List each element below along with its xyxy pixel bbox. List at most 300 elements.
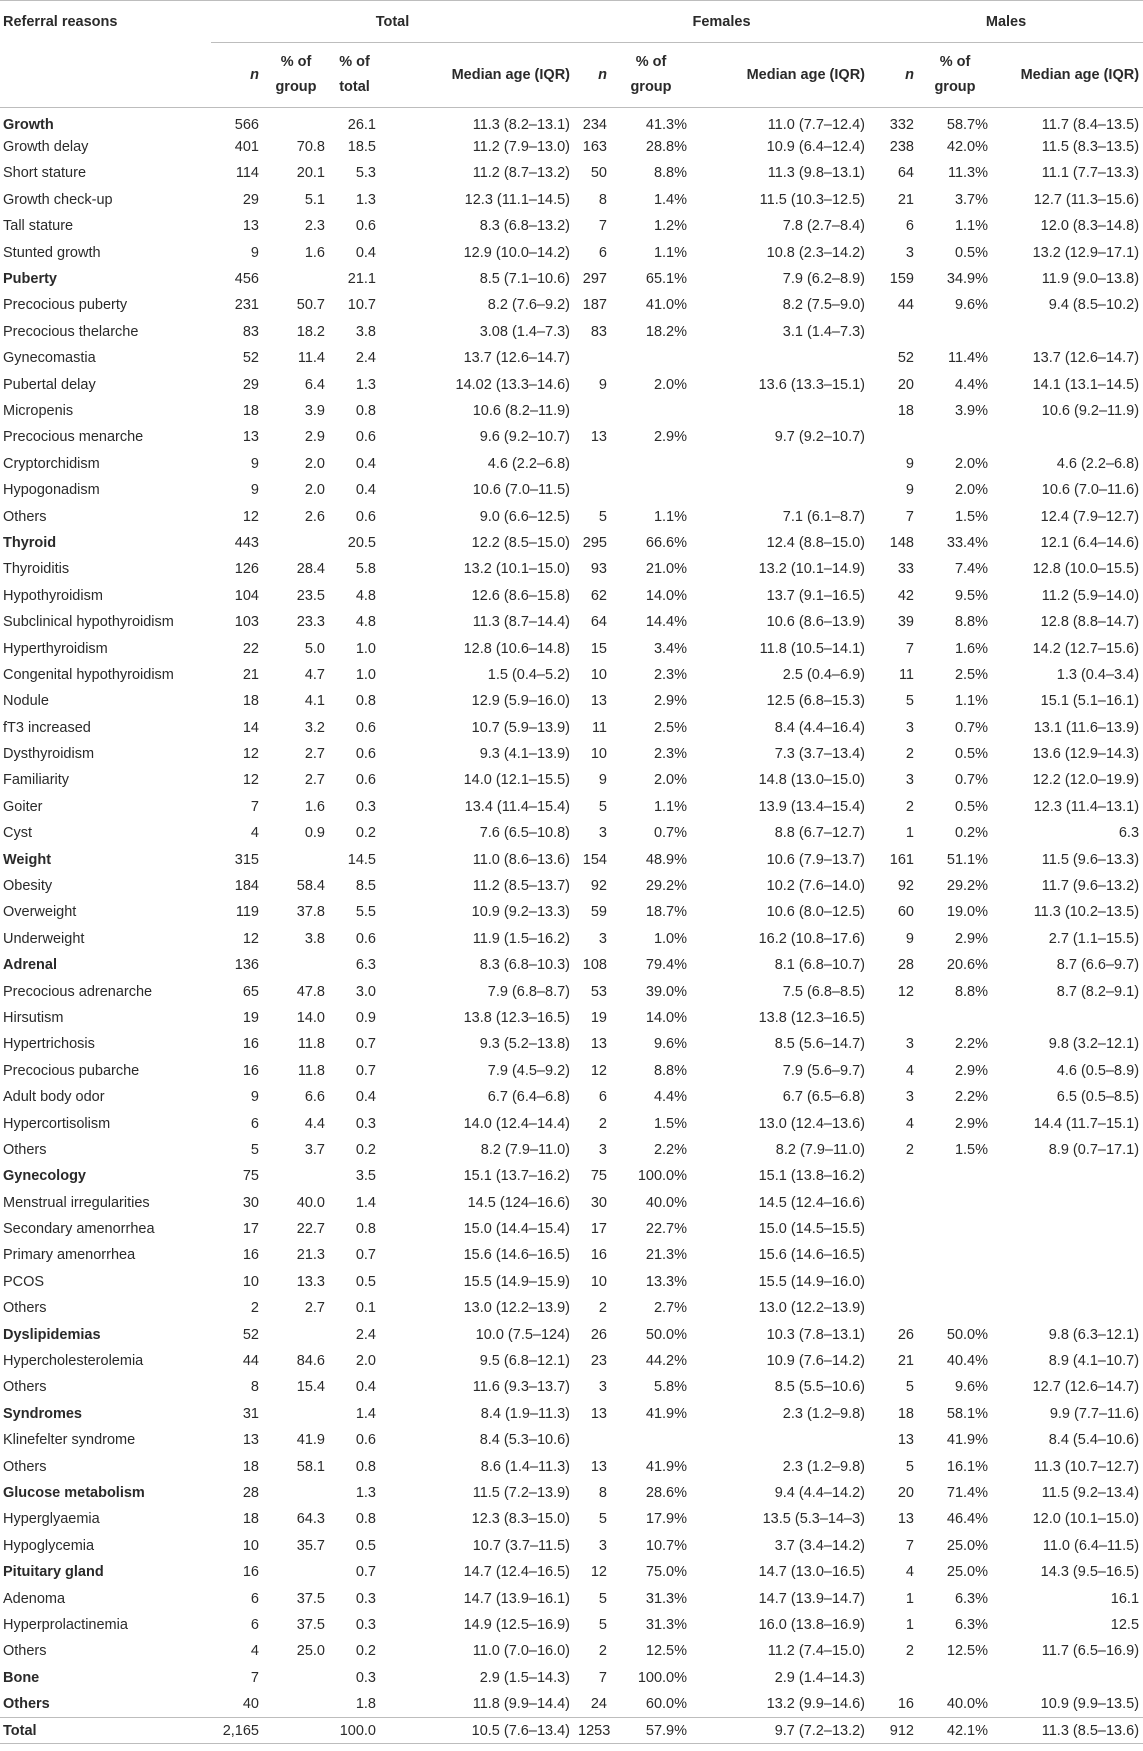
cell-females-pct-group [611, 1427, 691, 1453]
cell-males-pct-group: 3.9% [954, 402, 988, 419]
cell-total-pct-total: 1.8 [355, 1695, 376, 1712]
cell-females-n: 17 [590, 1221, 607, 1238]
cell-total-pct-group: 1.6 [304, 798, 325, 815]
cell-males-pct-group: 0.5% [954, 244, 988, 261]
cell-females-median: 9.7 (9.2–10.7) [774, 429, 865, 446]
cell-females-median: 15.5 (14.9–16.0) [758, 1273, 865, 1290]
table-row [0, 1374, 1143, 1400]
cell-total-n: 18 [242, 1511, 259, 1528]
table-row [0, 583, 1143, 609]
cell-males-median: 4.6 (0.5–8.9) [1056, 1062, 1140, 1079]
cell-total-pct-total: 0.6 [355, 930, 376, 947]
cell-total-pct-group: 6.6 [304, 1089, 325, 1106]
cell-reason: Micropenis [3, 402, 74, 419]
cell-total-n: 9 [250, 1089, 259, 1106]
cell-females-pct-group: 17.9% [645, 1511, 687, 1528]
cell-reason: Others [3, 1300, 47, 1317]
cell-reason: Gynecomastia [3, 350, 96, 367]
cell-males-n: 3 [905, 1036, 914, 1053]
cell-total-median: 11.8 (9.9–14.4) [472, 1695, 570, 1712]
cell-males-pct-group: 7.4% [954, 561, 988, 578]
cell-females-n [574, 345, 611, 371]
cell-females-n: 297 [582, 271, 607, 288]
cell-total-median: 10.0 (7.5–124) [475, 1326, 570, 1343]
cell-females-median: 13.6 (13.3–15.1) [758, 376, 865, 393]
cell-females-pct-group: 57.9% [645, 1722, 687, 1739]
cell-total-n: 315 [234, 851, 259, 868]
cell-total-median: 12.9 (5.9–16.0) [471, 693, 570, 710]
cell-females-n: 3 [598, 1537, 607, 1554]
cell-males-median [992, 319, 1143, 345]
cell-total-pct-group: 25.0 [296, 1643, 325, 1660]
cell-females-pct-group: 13.3% [645, 1273, 687, 1290]
cell-males-n: 42 [897, 587, 914, 604]
cell-males-n: 3 [905, 719, 914, 736]
cell-females-n: 62 [590, 587, 607, 604]
cell-females-n: 8 [598, 1485, 607, 1501]
cell-total-median: 10.7 (3.7–11.5) [472, 1537, 570, 1554]
table-body [0, 108, 1143, 1744]
cell-females-median: 13.5 (5.3–14–3) [762, 1511, 865, 1528]
cell-males-median: 8.7 (8.2–9.1) [1056, 983, 1140, 1000]
cell-males-n [869, 1005, 918, 1031]
cell-total-n: 136 [234, 957, 259, 974]
cell-females-median: 13.0 (12.2–13.9) [758, 1300, 865, 1317]
cell-reason: Hyperprolactinemia [3, 1616, 128, 1633]
cell-females-pct-group: 41.3% [645, 117, 687, 134]
cell-males-n: 159 [889, 271, 914, 288]
header-total-n: n [211, 43, 263, 108]
cell-total-n: 12 [242, 508, 259, 525]
cell-males-median: 12.3 (11.4–13.1) [1033, 798, 1140, 815]
cell-females-n: 3 [598, 1141, 607, 1158]
category-row [0, 846, 1143, 872]
cell-males-median: 2.7 (1.1–15.5) [1048, 930, 1140, 947]
cell-females-pct-group: 1.5% [653, 1115, 687, 1132]
cell-total-pct-group: 4.1 [304, 693, 325, 710]
cell-reason: Growth delay [3, 139, 89, 156]
cell-males-median: 14.1 (13.1–14.5) [1032, 376, 1140, 393]
cell-females-median: 15.0 (14.5–15.5) [758, 1221, 865, 1238]
cell-females-median: 11.2 (7.4–15.0) [767, 1643, 865, 1660]
cell-total-median: 11.0 (8.6–13.6) [472, 851, 570, 868]
cell-females-pct-group: 1.4% [653, 191, 687, 208]
table-row [0, 345, 1143, 371]
cell-females-pct-group [611, 398, 691, 424]
cell-total-pct-group: 3.8 [304, 930, 325, 947]
cell-total-median: 15.5 (14.9–15.9) [463, 1273, 570, 1290]
cell-males-median: 6.3 [1118, 825, 1140, 842]
cell-total-median: 14.9 (12.5–16.9) [463, 1616, 570, 1633]
table-row [0, 873, 1143, 899]
cell-females-pct-group: 21.0% [645, 561, 687, 578]
cell-females-median: 10.6 (8.0–12.5) [766, 904, 865, 921]
cell-females-n: 15 [590, 640, 607, 657]
cell-males-pct-group: 2.0% [954, 482, 988, 499]
cell-females-n: 3 [598, 930, 607, 947]
cell-total-pct-total: 2.0 [355, 1353, 376, 1370]
cell-males-n: 148 [889, 534, 914, 551]
cell-males-median: 11.5 (8.3–13.5) [1041, 139, 1140, 156]
cell-males-pct-group [918, 1216, 992, 1242]
cell-males-n: 18 [897, 402, 914, 419]
cell-reason: Hypertrichosis [3, 1036, 95, 1053]
cell-reason: Adenoma [3, 1590, 66, 1607]
cell-reason: Goiter [3, 798, 43, 815]
cell-males-median: 8.9 (0.7–17.1) [1048, 1141, 1140, 1158]
cell-males-pct-group: 40.0% [946, 1695, 988, 1712]
cell-males-n: 5 [905, 693, 914, 710]
cell-females-n: 3 [598, 1379, 607, 1396]
cell-males-n: 52 [897, 350, 914, 367]
cell-reason: Underweight [3, 930, 85, 947]
cell-females-median: 2.3 (1.2–9.8) [782, 1405, 865, 1422]
cell-total-median: 11.5 (7.2–13.9) [472, 1485, 570, 1501]
cell-males-pct-group: 0.5% [954, 746, 988, 763]
cell-males-median [992, 1163, 1143, 1189]
cell-males-pct-group: 46.4% [946, 1511, 988, 1528]
cell-males-median: 11.7 (6.5–16.9) [1041, 1643, 1140, 1660]
cell-total-n: 7 [250, 1669, 259, 1686]
cell-total-pct-total: 5.8 [355, 561, 376, 578]
table-row [0, 160, 1143, 186]
cell-females-pct-group: 2.5% [653, 719, 687, 736]
cell-total-pct-total: 3.8 [355, 323, 376, 340]
cell-males-n: 7 [905, 508, 914, 525]
cell-males-median: 14.2 (12.7–15.6) [1032, 640, 1140, 657]
cell-total-median: 9.3 (5.2–13.8) [479, 1036, 570, 1053]
cell-females-median [691, 477, 869, 503]
category-row [0, 952, 1143, 978]
cell-total-n: 4 [250, 825, 259, 842]
cell-males-n [869, 1216, 918, 1242]
header-total-median: Median age (IQR) [380, 43, 574, 108]
cell-females-n: 1253 [578, 1722, 611, 1739]
cell-males-median: 11.3 (10.2–13.5) [1033, 904, 1140, 921]
cell-females-n: 13 [590, 1405, 607, 1422]
category-row [0, 530, 1143, 556]
cell-total-pct-total: 0.6 [355, 772, 376, 789]
cell-females-pct-group: 2.0% [653, 772, 687, 789]
cell-total-pct-group: 2.6 [304, 508, 325, 525]
cell-females-pct-group [611, 477, 691, 503]
cell-females-median: 14.5 (12.4–16.6) [758, 1194, 865, 1211]
table-row [0, 1453, 1143, 1479]
table-row [0, 741, 1143, 767]
cell-females-n: 64 [590, 614, 607, 631]
cell-total-pct-group [263, 108, 329, 134]
cell-males-n: 20 [897, 376, 914, 393]
table-row [0, 820, 1143, 846]
cell-total-median: 8.3 (6.8–10.3) [479, 957, 570, 974]
cell-reason: Subclinical hypothyroidism [3, 614, 174, 631]
cell-males-pct-group [918, 1242, 992, 1268]
cell-males-median: 10.9 (9.9–13.5) [1040, 1695, 1140, 1712]
cell-total-median: 12.6 (8.6–15.8) [471, 587, 570, 604]
table-row [0, 767, 1143, 793]
cell-males-median: 15.1 (5.1–16.1) [1040, 693, 1140, 710]
cell-females-pct-group: 2.9% [653, 429, 687, 446]
cell-females-median: 14.8 (13.0–15.0) [758, 772, 865, 789]
cell-males-pct-group [918, 1269, 992, 1295]
cell-total-pct-total: 0.3 [355, 1590, 376, 1607]
table-row [0, 424, 1143, 450]
cell-females-n: 9 [598, 772, 607, 789]
cell-males-median: 12.8 (8.8–14.7) [1040, 614, 1140, 631]
cell-total-pct-total: 0.2 [355, 825, 376, 842]
cell-total-pct-group: 18.2 [296, 323, 325, 340]
cell-total-n: 13 [242, 218, 259, 235]
cell-total-n: 443 [234, 534, 259, 551]
cell-males-median: 1.3 (0.4–3.4) [1056, 666, 1140, 683]
cell-females-pct-group: 44.2% [645, 1353, 687, 1370]
cell-males-pct-group: 19.0% [946, 904, 988, 921]
cell-males-pct-group: 20.6% [946, 957, 988, 974]
cell-reason: Hypothyroidism [3, 587, 103, 604]
cell-males-pct-group: 16.1% [946, 1458, 988, 1475]
cell-total-pct-group: 50.7 [296, 297, 325, 314]
cell-total-n: 114 [235, 165, 259, 182]
table-row [0, 1638, 1143, 1664]
cell-total-pct-group: 37.5 [296, 1616, 325, 1633]
cell-males-pct-group [918, 424, 992, 450]
cell-total-pct-group: 2.0 [304, 455, 325, 472]
cell-total-n: 10 [242, 1273, 259, 1290]
cell-males-pct-group: 40.4% [946, 1353, 988, 1370]
cell-males-n [869, 319, 918, 345]
cell-reason: Adult body odor [3, 1089, 105, 1106]
cell-females-median: 8.5 (5.5–10.6) [774, 1379, 865, 1396]
table-row [0, 556, 1143, 582]
cell-females-n: 5 [598, 1590, 607, 1607]
cell-females-n: 13 [590, 429, 607, 446]
cell-males-median [992, 1216, 1143, 1242]
cell-total-pct-group: 11.8 [297, 1062, 325, 1079]
cell-total-pct-total: 0.6 [355, 429, 376, 446]
cell-total-n: 12 [242, 930, 259, 947]
cell-males-n: 7 [905, 640, 914, 657]
cell-total-median: 11.6 (9.3–13.7) [472, 1379, 570, 1396]
cell-total-median: 8.3 (6.8–13.2) [479, 218, 570, 235]
cell-males-median [992, 1269, 1143, 1295]
table-row [0, 187, 1143, 213]
cell-total-pct-total: 0.8 [355, 1221, 376, 1238]
cell-total-median: 14.0 (12.4–14.4) [463, 1115, 570, 1132]
cell-total-pct-total: 10.7 [347, 297, 376, 314]
table-row [0, 688, 1143, 714]
cell-total-pct-total: 0.6 [355, 746, 376, 763]
cell-males-pct-group [918, 1295, 992, 1321]
cell-males-n: 12 [897, 983, 914, 1000]
cell-total-pct-group: 35.7 [296, 1537, 325, 1554]
cell-males-pct-group: 0.7% [954, 772, 988, 789]
cell-males-median: 9.8 (3.2–12.1) [1048, 1036, 1140, 1053]
cell-males-pct-group: 0.2% [954, 825, 988, 842]
cell-females-pct-group: 8.8% [653, 165, 687, 182]
total-row [0, 1717, 1143, 1743]
category-row [0, 108, 1143, 134]
cell-total-median: 9.3 (4.1–13.9) [479, 746, 570, 763]
category-row [0, 1321, 1143, 1347]
cell-females-pct-group: 0.7% [653, 825, 687, 842]
cell-total-median: 7.9 (6.8–8.7) [487, 983, 570, 1000]
cell-males-median: 12.7 (11.3–15.6) [1033, 191, 1140, 208]
cell-females-n: 6 [598, 244, 607, 261]
cell-males-n: 9 [905, 455, 914, 472]
cell-reason: Precocious thelarche [3, 323, 139, 340]
cell-total-pct-group [263, 1717, 329, 1743]
cell-females-pct-group: 14.0% [645, 587, 687, 604]
cell-total-pct-total: 0.6 [355, 1432, 376, 1449]
cell-reason: Bone [3, 1669, 40, 1686]
cell-reason: Others [3, 1458, 47, 1475]
header-females-median: Median age (IQR) [691, 43, 869, 108]
cell-total-median: 7.6 (6.5–10.8) [479, 825, 570, 842]
cell-total-n: 75 [242, 1168, 259, 1185]
cell-females-pct-group: 22.7% [645, 1221, 687, 1238]
cell-total-n: 12 [242, 772, 259, 789]
cell-males-pct-group: 50.0% [946, 1326, 988, 1343]
cell-total-n: 30 [242, 1194, 259, 1211]
cell-total-pct-group: 64.3 [296, 1511, 325, 1528]
cell-females-median: 6.7 (6.5–6.8) [782, 1089, 865, 1106]
cell-reason: Stunted growth [3, 244, 101, 261]
cell-total-pct-total: 0.5 [355, 1273, 376, 1290]
cell-males-n: 161 [889, 851, 914, 868]
cell-males-n: 44 [897, 297, 914, 314]
cell-reason: Gynecology [3, 1168, 86, 1185]
cell-males-pct-group: 0.7% [954, 719, 988, 736]
table-row [0, 662, 1143, 688]
cell-total-pct-group [263, 952, 329, 978]
cell-total-n: 28 [242, 1485, 259, 1501]
cell-males-median: 11.5 (9.2–13.4) [1041, 1485, 1140, 1501]
cell-males-pct-group: 8.8% [954, 614, 988, 631]
cell-females-n: 154 [582, 851, 607, 868]
cell-females-n: 2 [598, 1643, 607, 1660]
table-row [0, 1269, 1143, 1295]
category-row [0, 266, 1143, 292]
cell-reason: Dysthyroidism [3, 746, 95, 763]
table-row [0, 1005, 1143, 1031]
cell-total-median: 8.2 (7.6–9.2) [487, 297, 570, 314]
cell-males-median: 11.1 (7.7–13.3) [1041, 165, 1140, 182]
cell-females-pct-group: 14.4% [645, 614, 687, 631]
cell-males-pct-group: 34.9% [946, 271, 988, 288]
cell-total-pct-group: 3.9 [304, 402, 325, 419]
cell-total-pct-total: 0.7 [355, 1247, 376, 1264]
cell-males-pct-group: 3.7% [954, 191, 988, 208]
cell-males-n: 21 [897, 191, 914, 208]
cell-reason: Menstrual irregularities [3, 1194, 150, 1211]
cell-total-median: 1.5 (0.4–5.2) [487, 666, 570, 683]
cell-reason: Others [3, 1643, 47, 1660]
cell-males-median: 10.6 (9.2–11.9) [1041, 402, 1140, 419]
cell-total-n: 104 [234, 587, 259, 604]
cell-total-pct-group: 2.9 [304, 429, 325, 446]
cell-total-pct-group: 1.6 [304, 244, 325, 261]
cell-total-pct-total: 5.5 [355, 904, 376, 921]
cell-females-median: 10.2 (7.6–14.0) [766, 878, 865, 895]
cell-females-pct-group: 39.0% [645, 983, 687, 1000]
cell-total-median: 13.7 (12.6–14.7) [463, 350, 570, 367]
table-row [0, 503, 1143, 529]
cell-total-n: 40 [242, 1695, 259, 1712]
cell-males-n: 4 [905, 1564, 914, 1581]
cell-total-pct-total: 0.3 [355, 798, 376, 815]
cell-females-median: 15.6 (14.6–16.5) [758, 1247, 865, 1264]
cell-total-median: 13.0 (12.2–13.9) [463, 1300, 570, 1317]
cell-females-median: 15.1 (13.8–16.2) [758, 1168, 865, 1185]
cell-males-n: 2 [905, 1141, 914, 1158]
cell-males-pct-group: 11.4% [947, 350, 988, 367]
cell-females-n: 9 [598, 376, 607, 393]
cell-males-n: 13 [897, 1511, 914, 1528]
cell-total-n: 12 [242, 746, 259, 763]
cell-total-pct-total: 0.7 [355, 1062, 376, 1079]
table-row [0, 1058, 1143, 1084]
cell-total-pct-group: 41.9 [296, 1432, 325, 1449]
cell-reason: PCOS [3, 1273, 45, 1290]
cell-total-median: 9.0 (6.6–12.5) [479, 508, 570, 525]
cell-females-pct-group: 18.2% [645, 323, 687, 340]
cell-total-pct-group: 40.0 [296, 1194, 325, 1211]
cell-males-n: 26 [897, 1326, 914, 1343]
cell-total-n: 6 [250, 1590, 259, 1607]
category-row [0, 1163, 1143, 1189]
cell-total-pct-total: 14.5 [347, 851, 376, 868]
cell-total-pct-group: 23.3 [296, 614, 325, 631]
cell-total-median: 10.6 (8.2–11.9) [472, 402, 570, 419]
cell-total-median: 4.6 (2.2–6.8) [487, 455, 570, 472]
cell-total-pct-group: 3.7 [304, 1141, 325, 1158]
header-males-median: Median age (IQR) [992, 43, 1143, 108]
cell-females-n [574, 477, 611, 503]
cell-males-median: 13.1 (11.6–13.9) [1033, 719, 1140, 736]
cell-males-pct-group: 58.1% [946, 1405, 988, 1422]
cell-total-pct-total: 0.4 [355, 455, 376, 472]
cell-reason: Tall stature [3, 218, 74, 235]
cell-total-median: 11.3 (8.7–14.4) [472, 614, 570, 631]
cell-total-n: 7 [250, 798, 259, 815]
cell-females-pct-group: 21.3% [645, 1247, 687, 1264]
cell-males-median: 12.0 (10.1–15.0) [1032, 1511, 1140, 1528]
cell-total-pct-group: 84.6 [296, 1353, 325, 1370]
cell-females-pct-group: 1.0% [653, 930, 687, 947]
cell-total-pct-total: 6.3 [355, 957, 376, 974]
table-row [0, 714, 1143, 740]
table-row [0, 926, 1143, 952]
cell-males-n: 16 [897, 1695, 914, 1712]
cell-females-pct-group: 5.8% [653, 1379, 687, 1396]
cell-females-n: 10 [590, 1273, 607, 1290]
cell-reason: Precocious adrenarche [3, 983, 153, 1000]
cell-total-n: 456 [234, 271, 259, 288]
cell-total-pct-group [263, 1665, 329, 1691]
cell-males-pct-group: 1.1% [954, 693, 988, 710]
cell-total-pct-total: 1.3 [355, 1485, 376, 1501]
cell-total-pct-total: 8.5 [355, 878, 376, 895]
cell-males-pct-group: 1.5% [954, 1141, 988, 1158]
cell-females-median: 10.6 (7.9–13.7) [766, 851, 865, 868]
cell-females-pct-group: 40.0% [645, 1194, 687, 1211]
cell-total-median: 8.6 (1.4–11.3) [480, 1458, 570, 1475]
cell-total-pct-group: 6.4 [304, 376, 325, 393]
table-row [0, 1295, 1143, 1321]
cell-total-n: 6 [250, 1115, 259, 1132]
cell-females-n: 83 [590, 323, 607, 340]
cell-reason: Secondary amenorrhea [3, 1221, 155, 1238]
